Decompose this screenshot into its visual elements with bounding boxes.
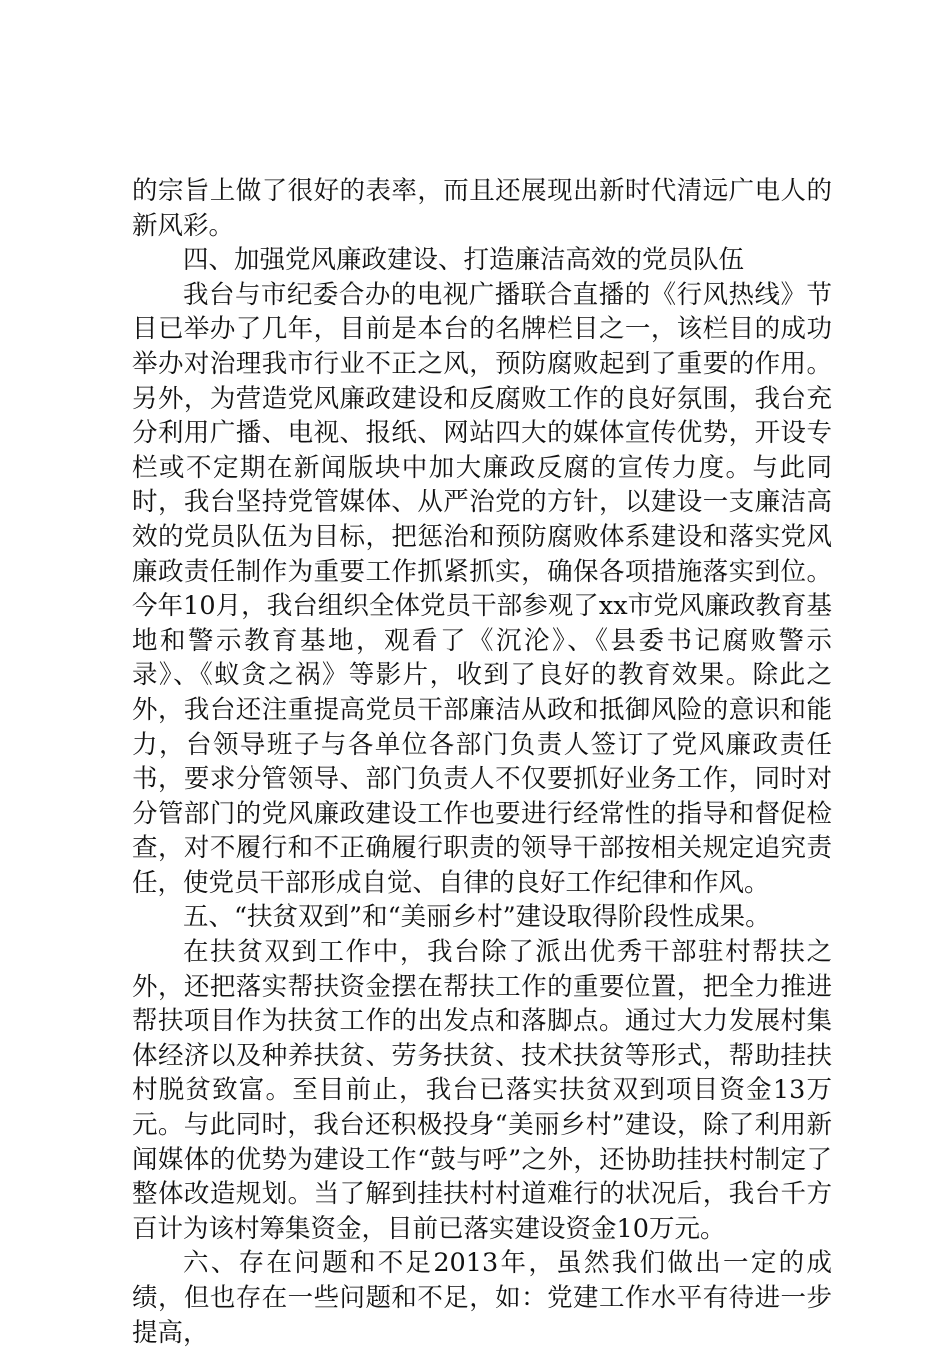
section-heading-5: 五、“扶贫双到”和“美丽乡村”建设取得阶段性成果。: [183, 902, 771, 933]
paragraph-continuation: 的宗旨上做了很好的表率，而且还展现出新时代清远广电人的新风彩。: [132, 176, 832, 241]
paragraph-problems: 六、存在问题和不足2013年，虽然我们做出一定的成绩，但也存在一些问题和不足，如：党建工作水平有待进一步提高，: [132, 1248, 832, 1348]
document-body: [132, 174, 832, 1350]
paragraph-poverty-relief: 在扶贫双到工作中，我台除了派出优秀干部驻村帮扶之外，还把落实帮扶资金摆在帮扶工作的重要位置，把全力推进帮扶项目作为扶贫工作的出发点和落脚点。通过大力发展村集体经济以及种养扶贫、劳务扶贫、技术扶贫等形式，帮助挂扶村脱贫致富。至目前止，我台已落实扶贫双到项目资金13万元。与此同时，我台还积极投身“美丽乡村”建设，除了利用新闻媒体的优势为建设工作“鼓与呼”之外，还协助挂扶村制定了整体改造规划。当了解到挂扶村村道难行的状况后，我台千方百计为该村筹集资金，目前已落实建设资金10万元。: [132, 937, 832, 1244]
section-heading-4: 四、加强党风廉政建设、打造廉洁高效的党员队伍: [183, 245, 745, 276]
paragraph-anti-corruption: 我台与市纪委合办的电视广播联合直播的《行风热线》节目已举办了几年，目前是本台的名牌栏目之一，该栏目的成功举办对治理我市行业不正之风，预防腐败起到了重要的作用。另外，为营造党风廉政建设和反腐败工作的良好氛围，我台充分利用广播、电视、报纸、网站四大的媒体宣传优势，开设专栏或不定期在新闻版块中加大廉政反腐的宣传力度。与此同时，我台坚持党管媒体、从严治党的方针，以建设一支廉洁高效的党员队伍为目标，把惩治和预防腐败体系建设和落实党风廉政责任制作为重要工作抓紧抓实，确保各项措施落实到位。今年10月，我台组织全体党员干部参观了xx市党风廉政教育基地和警示教育基地，观看了《沉沦》、《县委书记腐败警示录》、《蚁贪之祸》等影片，收到了良好的教育效果。除此之外，我台还注重提高党员干部廉洁从政和抵御风险的意识和能力，台领导班子与各单位各部门负责人签订了党风廉政责任书，要求分管领导、部门负责人不仅要抓好业务工作，同时对分管部门的党风廉政建设工作也要进行经常性的指导和督促检查，对不履行和不正确履行职责的领导干部按相关规定追究责任，使党员干部形成自觉、自律的良好工作纪律和作风。: [132, 279, 832, 898]
